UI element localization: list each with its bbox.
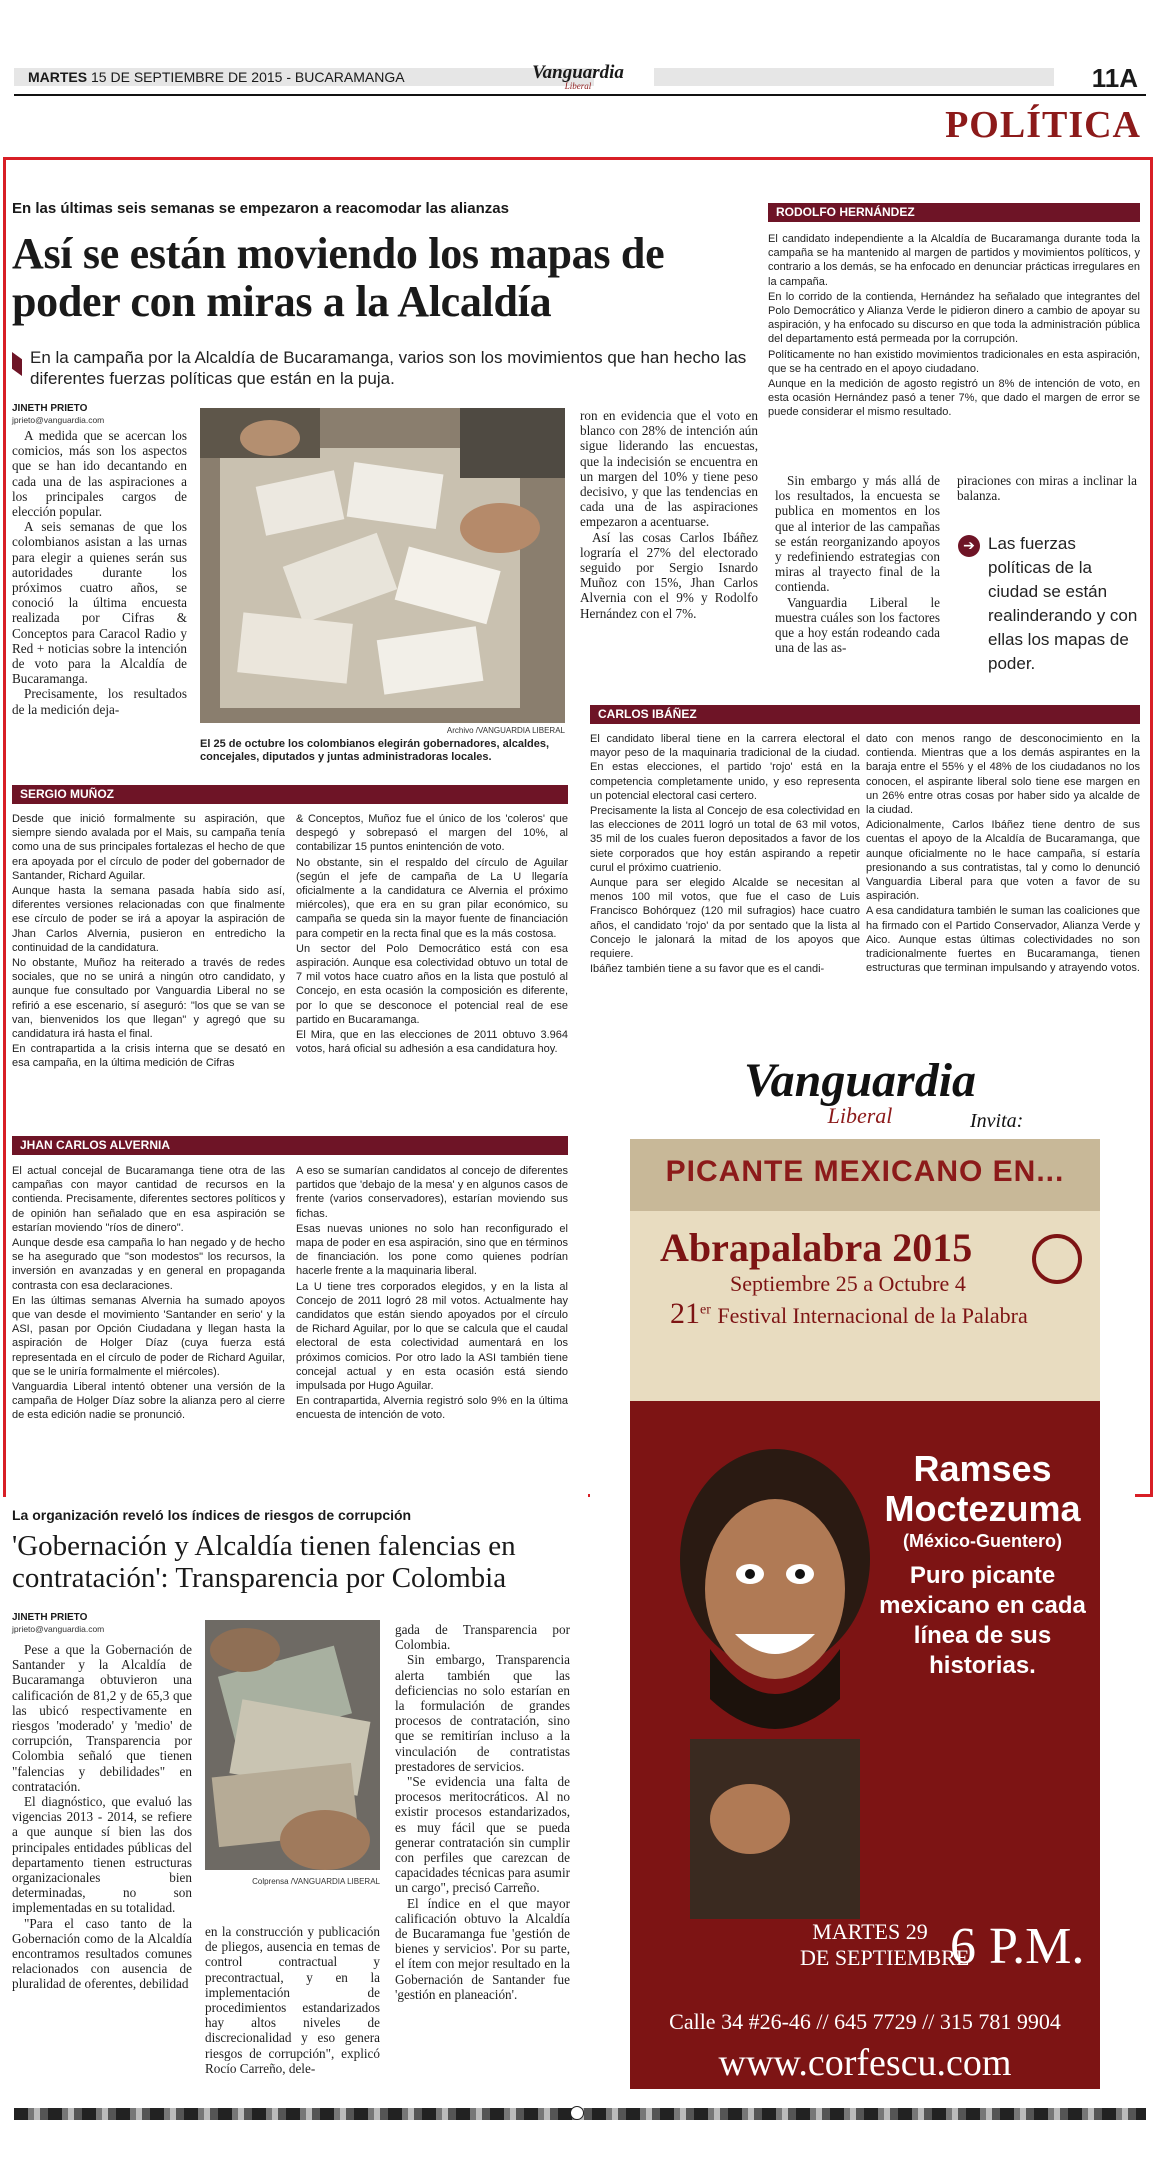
ad-festival: 21er Festival Internacional de la Palabra [670, 1297, 1028, 1330]
ad-artist: Ramses Moctezuma (México-Guentero) Puro picante mexicano en cada línea de sus historias. [879, 1448, 1086, 1679]
header-date: 15 DE SEPTIEMBRE DE 2015 - BUCARAMANGA [91, 69, 405, 85]
main-photo [200, 408, 565, 723]
second-kicker: La organización reveló los índices de riesgos de corrupción [12, 1507, 412, 1523]
jhan-col2: A eso se sumarían candidatos al concejo de diferentes partidos que 'debajo de la mesa' y en algunos casos de frente (varios conservadores), estarían moviendo sus fichas. Esas nuevas uniones no solo han reconfigurado el mapa de poder en esa aspiración, sino que en términos de financiación. los pone como quienes podrían hacerle frente a la maquinaria liberal. La U tiene tres corporados elegidos, y en la lista al Concejo de 2011 logró 28 mil votos. Actualmente hay candidatos que están siendo apoyados por el círculo de Richard Aguilar, por lo que se calcula que el caudal electoral de esta colectividad aumentará en los próximos comicios. Por otro lado la ASI también tiene concejal actual y en esta ocasión está siendo impulsada por Hugo Aguilar. En contrapartida, Alvernia registró solo 9% en la última encuesta de intención de voto. [296, 1165, 568, 1422]
ad-event-name: Abrapalabra 2015 [660, 1225, 973, 1270]
section-jhan: JHAN CARLOS ALVERNIA [12, 1136, 568, 1155]
ad-date: MARTES 29 DE SEPTIEMBRE [800, 1919, 970, 1970]
second-col1: Pese a que la Gobernación de Santander y la Alcaldía de Bucaramanga obtuvieron una calificación de 81,2 y de 65,3 que las ubicó respectivamente en riesgos 'moderado' y 'medio' de corrupción, Transparencia por Colombia señaló que tienen "falencias y debilidades" en contratación. El diagnóstico, que evaluó las vigencias 2013 - 2014, se refiere a que aunque sí bien las dos principales entidades públicas del departamento tienen estructuras organizacionales bien determinadas, no son implementadas en su totalidad. "Para el caso tanto de la Gobernación como de la Alcaldía encontramos resultados comunes relacionados con ausencia de pluralidad de oferentes, debilidad [12, 1642, 192, 1992]
main-byline: JINETH PRIETO [12, 403, 88, 414]
second-photo-credit: Colprensa /VANGUARDIA LIBERAL [252, 1877, 380, 1886]
ad-logo: Vanguardia Liberal [743, 1054, 977, 1128]
main-col3: ron en evidencia que el voto en blanco con 28% de intención aún sigue liderando las encuestas, que la indecisión se encuentra en un margen del 10% y tiene peso decisivo, y que las tendencias en cada una de las aspiraciones empezaron a acentuarse. Así las cosas Carlos Ibáñez lograría el 27% del electorado seguido por Sergio Isnardo Muñoz con 15%, Jhan Carlos Alvernia con el 9% y Rodolfo Hernández con el 7%. [580, 408, 758, 621]
second-headline: 'Gobernación y Alcaldía tienen falencias en contratación': Transparencia por Colombia [12, 1530, 516, 1594]
ad-event-dates: Septiembre 25 a Octubre 4 [730, 1271, 966, 1296]
main-lede: En la campaña por la Alcaldía de Bucaramanga, varios son los movimientos que han hecho las diferentes fuerzas políticas que están en la puja. [30, 348, 747, 388]
carlos-col1: El candidato liberal tiene en la carrera electoral el mayor peso de la maquinaria tradicional de la ciudad. En estas elecciones, el partido 'rojo' está en la competencia completamente unido, y eso representa un potencial electoral casi certero. Precisamente la lista al Concejo de esa colectividad en las elecciones de 2011 logró un total de 63 mil votos, 35 mil de los cuales fueron depositados a favor de los siete corporados que hoy están aspirando a repetir curul el próximo cuatrienio. Aunque para ser elegido Alcalde se necesitan al menos 100 mil votos, que fue el caso de Luis Francisco Bohórquez (120 mil sufragios) hace cuatro años, el candidato 'rojo' da por sentado que la lista al Concejo le jalonará la mitad de los apoyos que requiere. Ibáñez también tiene a su favor que es el candi- [590, 733, 860, 976]
header-logo: Vanguardia Liberal [532, 62, 624, 91]
second-byline: JINETH PRIETO [12, 1612, 88, 1623]
section-title: POLÍTICA [945, 104, 1141, 146]
second-col3: gada de Transparencia por Colombia. Sin embargo, Transparencia alerta también que las deficiencias no solo estarían en la formulación de grandes procesos de contratación, sino que se remitirían incluso a la vinculación de contratistas prestadores de servicios. "Se evidencia una falta de procesos meritocráticos. Al no existir procesos estandarizados, es muy fácil que se pueda generar contratación sin cumplir con perfiles que carezcan de capacidades técnicas para asumir un cargo", precisó Carreño. El índice en el que mayor calificación obtuvo la Alcaldía de Bucaramanga fue 'gestión de bienes y servicios'. Por su parte, el ítem con mejor resultado en la Gobernación de Santander fue 'gestión en planeación'. [395, 1622, 570, 2002]
section-sergio: SERGIO MUÑOZ [12, 785, 568, 804]
registration-mark-icon [570, 2106, 584, 2120]
arrow-circle-icon: ➔ [958, 535, 980, 557]
sergio-col2: & Conceptos, Muñoz fue el único de los 'coleros' que despegó y sobrepasó el margen del 10%, al contabilizar 15 puntos enintención de voto. No obstante, sin el respaldo del círculo de Aguilar (según el jefe de campaña de La U llegaría oficialmente a la candidatura ce Alvernia el próximo miércoles), que era en su gran pilar económico, su campaña se queda sin la mayor fuente de financiación para competir en la recta final que es la más costosa. Un sector del Polo Democrático está con esa aspiración. Aunque esa colectividad obtuvo un total de 7 mil votos hace cuatro años en la lista que postuló al Concejo, en esta ocasión la composición es diferente, por lo que se desconoce el potencial real de ese partido en Bucaramanga. El Mira, que en las elecciones de 2011 obtuvo 3.964 votos, hará oficial su adhesión a esa candidatura hoy. [296, 813, 568, 1056]
main-kicker: En las últimas seis semanas se empezaron a reacomodar las alianzas [12, 200, 509, 217]
ad-contact: Calle 34 #26-46 // 645 7729 // 315 781 9904 [669, 2009, 1061, 2034]
ad-invita: Invita: [970, 1110, 1024, 1132]
main-col5: piraciones con miras a inclinar la balanza. [957, 473, 1137, 504]
ad-skull-icon [1032, 1234, 1082, 1284]
second-photo [205, 1620, 380, 1870]
main-photo-credit: Archivo /VANGUARDIA LIBERAL [446, 726, 565, 735]
main-headline: Así se están moviendo los mapas de poder con miras a la Alcaldía [12, 229, 665, 326]
ad-poster [630, 1139, 1100, 2089]
carlos-col2: dato con menos rango de desconocimiento en la contienda. Mientras que a los demás aspirantes en la baraja entre el 55% y el 48% de los ciudadanos no los conocen, el aspirante liberal solo tiene ese margen en un 26% entre otras cosas por haber sido ya alcalde de la ciudad. Adicionalmente, Carlos Ibáñez tiene dentro de sus cuentas el apoyo de la Alcaldía de Bucaramanga, que aunque oficialmente no le hace campaña, sí estaría presionando a sus contratistas, tal y como lo denunció Vanguardia Liberal para que voten a favor de su aspiración. A esa candidatura también le suman las coaliciones que ha firmado con el Partido Conservador, Alianza Verde y Aico. Aunque estas últimas colectividades no son tradicionalmente fuertes en Bucaramanga, tienen estructuras que terminan impulsando y atrayendo votos. [866, 733, 1140, 975]
advertisement [590, 1045, 1135, 2095]
main-photo-caption: El 25 de octubre los colombianos elegirán gobernadores, alcaldes, concejales, diputados y juntas administradoras locales. [200, 738, 550, 763]
page-header [14, 62, 1146, 98]
jhan-col1: El actual concejal de Bucaramanga tiene otra de las campañas con mayor cantidad de recursos en la contienda. Precisamente, diferentes sectores políticos y de opinión han señalado que en esa aspiración se estarían moviendo "ríos de dinero". Aunque desde esa campaña lo han negado y de hecho se ha asegurado que "son modestos" los recursos, la inversión en avanzadas y en general en propaganda contrasta con esa declaraciones. En las últimas semanas Alvernia ha sumado apoyos que van desde el movimiento 'Santander en serio' y la ASI, pasan por Opción Ciudadana y llegan hasta la aspiración de Holger Díaz (cuya fuerza está representada en el círculo de poder de Richard Aguilar, que se le uniría formalmente el miércoles). Vanguardia Liberal intentó obtener una versión de la campaña de Holger Díaz sobre la alianza pero al cierre de esta edición nadie se pronunció. [12, 1165, 285, 1422]
rodolfo-text: El candidato independiente a la Alcaldía de Bucaramanga durante toda la campaña se ha mantenido al margen de partidos y movimientos políticos, y contrario a los demás, se ha enfocado en denunciar prácticas irregulares en la campaña. En lo corrido de la contienda, Hernández ha señalado que integrantes del Polo Democrático y Alianza Verde le pidieron dinero a cambio de apoyar su aspiración, y ha enfocado su discurso en que toda la administración pública del departamento está permeada por la corrupción. Políticamente no han existido movimientos tradicionales en esta aspiración, que se ha centrado en el apoyo ciudadano. Aunque en la medición de agosto registró un 8% de intención de voto, en esta ocasión Hernández pasó a tener 7%, que dado el margen de error se puede considerar el mismo resultado. [768, 233, 1140, 419]
ad-time: 6 P.M. [950, 1918, 1085, 1975]
sergio-col1: Desde que inició formalmente su aspiración, que siempre siendo avalada por el Mais, su campaña tenía como una de sus principales fortalezas el hecho de que era apoyada por el círculo de poder del gobernador de Santander, Richard Aguilar. Aunque hasta la semana pasada había sido así, diferentes versiones relacionadas con que finalmente ese círculo de poder se irá a apoyar la aspiración de Jhan Carlos Alvernia, pusieron en entredicho la continuidad de la candidatura. No obstante, Muñoz ha reiterado a través de redes sociales, que no se unirá a ningún otro candidato, y aunque fue consultado por Vanguardia Liberal no se refirió a ese escenario, sí aseguró: "los que se van se van, bienvenidos los que llegan" y agregó que su candidatura irá hasta el final. En contrapartida a la crisis interna que se desató en esa campaña, en la última medición de Cifras [12, 813, 285, 1070]
ad-portrait [650, 1439, 900, 1919]
main-email: jprieto@vanguardia.com [12, 415, 105, 425]
main-col1: A medida que se acercan los comicios, más son los aspectos que se han ido decantando en cada una de las aspiraciones a los principales cargos de elección popular. A seis semanas de que los colombianos asistan a las urnas para elegir a quienes serán sus autoridades durante los próximos cuatro años, se conoció la última encuesta realizada por Cifras & Conceptos para Caracol Radio y Red + noticias sobre la intención de voto para la Alcaldía de Bucaramanga. Precisamente, los resultados de la medición deja- [12, 428, 187, 717]
main-col4: Sin embargo y más allá de los resultados, la encuesta se publica en momentos en los que al interior de las campañas se están reorganizando apoyos y redefiniendo estrategias con miras al trayecto final de la contienda. Vanguardia Liberal le muestra cuáles son los factores que a hoy están rodeando cada una de las as- [775, 473, 940, 656]
lede-marker-icon [12, 352, 22, 376]
section-rodolfo: RODOLFO HERNÁNDEZ [768, 203, 1140, 222]
page-number: 11A [1091, 63, 1138, 93]
section-carlos: CARLOS IBÁÑEZ [590, 705, 1140, 724]
second-col2: en la construcción y publicación de pliegos, ausencia en temas de control contractual y precontractual, y en la implementación de procedimientos estandarizados hay altos niveles de discrecionalidad y eso genera riesgos de corrupción", explicó Rocío Carreño, dele- [205, 1924, 380, 2076]
header-day: MARTES [28, 69, 88, 85]
ad-banner: PICANTE MEXICANO EN... [665, 1155, 1065, 1188]
second-email: jprieto@vanguardia.com [12, 1624, 105, 1634]
ad-website: www.corfescu.com [718, 2042, 1012, 2084]
pull-quote: Las fuerzas políticas de la ciudad se están realinderando y con ellas los mapas de poder. [988, 534, 1138, 673]
